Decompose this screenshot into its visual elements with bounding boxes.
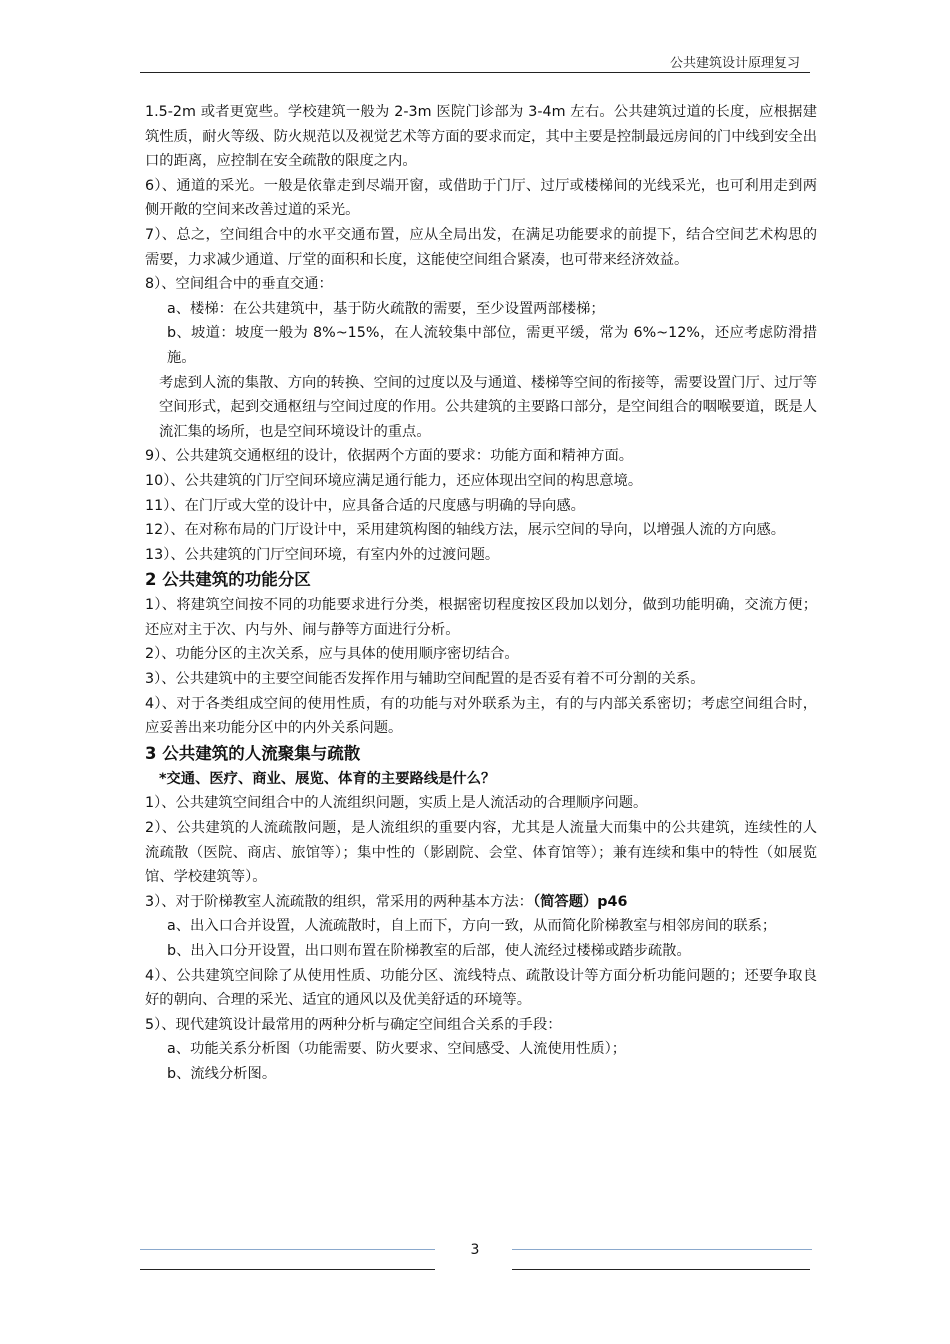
paragraph-zoning-4: 4）、对于各类组成空间的使用性质，有的功能与对外联系为主，有的与内部关系密切；考虑空间组合时，应妥善出来功能分区中的内外关系问题。 xyxy=(145,695,817,737)
page-body xyxy=(145,100,817,1087)
paragraph-corridor-lighting: 6）、通道的采光。一般是依靠走到尽端开窗，或借助于门厅、过厅或楼梯间的光线采光，也可利用走到两侧开敞的空间来改善过道的采光。 xyxy=(145,177,817,219)
footer-rule-left xyxy=(140,1269,435,1270)
page-number: 3 xyxy=(470,1242,480,1258)
paragraph-crowd-2: 2）、公共建筑的人流疏散问题，是人流组织的重要内容，尤其是人流量大而集中的公共建筑，连续性的人流疏散（医院、商店、旅馆等）；集中性的（影剧院、会堂、体育馆等）；兼有连续和集中的特性（如展览馆、学校建筑等）。 xyxy=(145,820,817,886)
paragraph-lobby-environment: 10）、公共建筑的门厅空间环境应满足通行能力，还应体现出空间的构思意境。 xyxy=(145,472,643,489)
paragraph-lobby-scale: 11）、在门厅或大堂的设计中，应具备合适的尺度感与明确的导向感。 xyxy=(145,497,585,514)
paragraph-symmetric-lobby: 12）、在对称布局的门厅设计中，采用建筑构图的轴线方法，展示空间的导向，以增强人流的方向感。 xyxy=(145,522,786,539)
paragraph-lobby-intro: 考虑到人流的集散、方向的转换、空间的过度以及与通道、楼梯等空间的衔接等，需要设置门厅、过厅等空间形式，起到交通枢纽与空间过度的作用。公共建筑的主要路口部分，是空间组合的咽喉要道，既是人流汇集的场所，也是空间环境设计的重点。 xyxy=(159,374,817,440)
paragraph-hub-design: 9）、公共建筑交通枢纽的设计，依据两个方面的要求：功能方面和精神方面。 xyxy=(145,448,634,465)
paragraph-crowd-1: 1）、公共建筑空间组合中的人流组织问题，实质上是人流活动的合理顺序问题。 xyxy=(145,795,648,812)
paragraph-horizontal-summary: 7）、总之，空间组合中的水平交通布置，应从全局出发，在满足功能要求的前提下，结合空间艺术构思的需要，力求减少通道、厅堂的面积和长度，这能使空间组合紧凑，也可带来经济效益。 xyxy=(145,226,817,268)
paragraph-crowd-5: 5）、现代建筑设计最常用的两种分析与确定空间组合关系的手段： xyxy=(145,1016,562,1033)
running-header-title: 公共建筑设计原理复习 xyxy=(669,56,800,71)
item-stairs: a、楼梯：在公共建筑中，基于防火疏散的需要，至少设置两部楼梯； xyxy=(167,300,605,317)
footer-rule-right xyxy=(512,1269,810,1270)
paragraph-zoning-1: 1）、将建筑空间按不同的功能要求进行分类，根据密切程度按区段加以划分，做到功能明确，交流方便；还应对主于次、内与外、闹与静等方面进行分析。 xyxy=(145,597,817,638)
item-ramps: b、坡道：坡度一般为 8%~15%，在人流较集中部位，需更平缓，常为 6%~12%，还应考虑防滑措施。 xyxy=(167,325,817,366)
header-rule xyxy=(140,72,810,73)
item-combined-exits: a、出入口合并设置，人流疏散时，自上而下，方向一致，从而简化阶梯教室与相邻房间的联系； xyxy=(167,918,777,935)
paragraph-transition: 13）、公共建筑的门厅空间环境，有室内外的过渡问题。 xyxy=(145,546,500,563)
short-answer-tag: （简答题）p46 xyxy=(532,893,628,910)
paragraph-zoning-2: 2）、功能分区的主次关系，应与具体的使用顺序密切结合。 xyxy=(145,646,519,663)
paragraph-crowd-3-text: 3）、对于阶梯教室人流疏散的组织，常采用的两种基本方法： xyxy=(145,893,533,910)
section-heading-functional-zoning: 2 公共建筑的功能分区 xyxy=(145,570,311,590)
paragraph-zoning-3: 3）、公共建筑中的主要空间能否发挥作用与辅助空间配置的是否妥有着不可分割的关系。 xyxy=(145,671,705,688)
paragraph-corridor-width: 1.5-2m 或者更宽些。学校建筑一般为 2-3m 医院门诊部为 3-4m 左右。公共建筑过道的长度，应根据建筑性质，耐火等级、防火规范以及视觉艺术等方面的要求而定，其中主要是控制最远房间的门中线到安全出口的距离，应控制在安全疏散的限度之内。 xyxy=(145,104,817,170)
paragraph-crowd-3 xyxy=(145,890,817,915)
paragraph-crowd-4: 4）、公共建筑空间除了从使用性质、功能分区、流线特点、疏散设计等方面分析功能问题的；还要争取良好的朝向、合理的采光、适宜的通风以及优美舒适的环境等。 xyxy=(145,967,817,1009)
question-main-routes: *交通、医疗、商业、展览、体育的主要路线是什么？ xyxy=(159,770,496,787)
item-separate-exits: b、出入口分开设置，出口则布置在阶梯教室的后部，使人流经过楼梯或踏步疏散。 xyxy=(167,943,691,959)
section-heading-crowd-flow: 3 公共建筑的人流聚集与疏散 xyxy=(145,743,361,763)
item-flow-diagram: b、流线分析图。 xyxy=(167,1065,277,1082)
paragraph-vertical-traffic: 8）、空间组合中的垂直交通： xyxy=(145,276,333,293)
item-function-diagram: a、功能关系分析图（功能需要、防火要求、空间感受、人流使用性质）； xyxy=(167,1041,627,1058)
